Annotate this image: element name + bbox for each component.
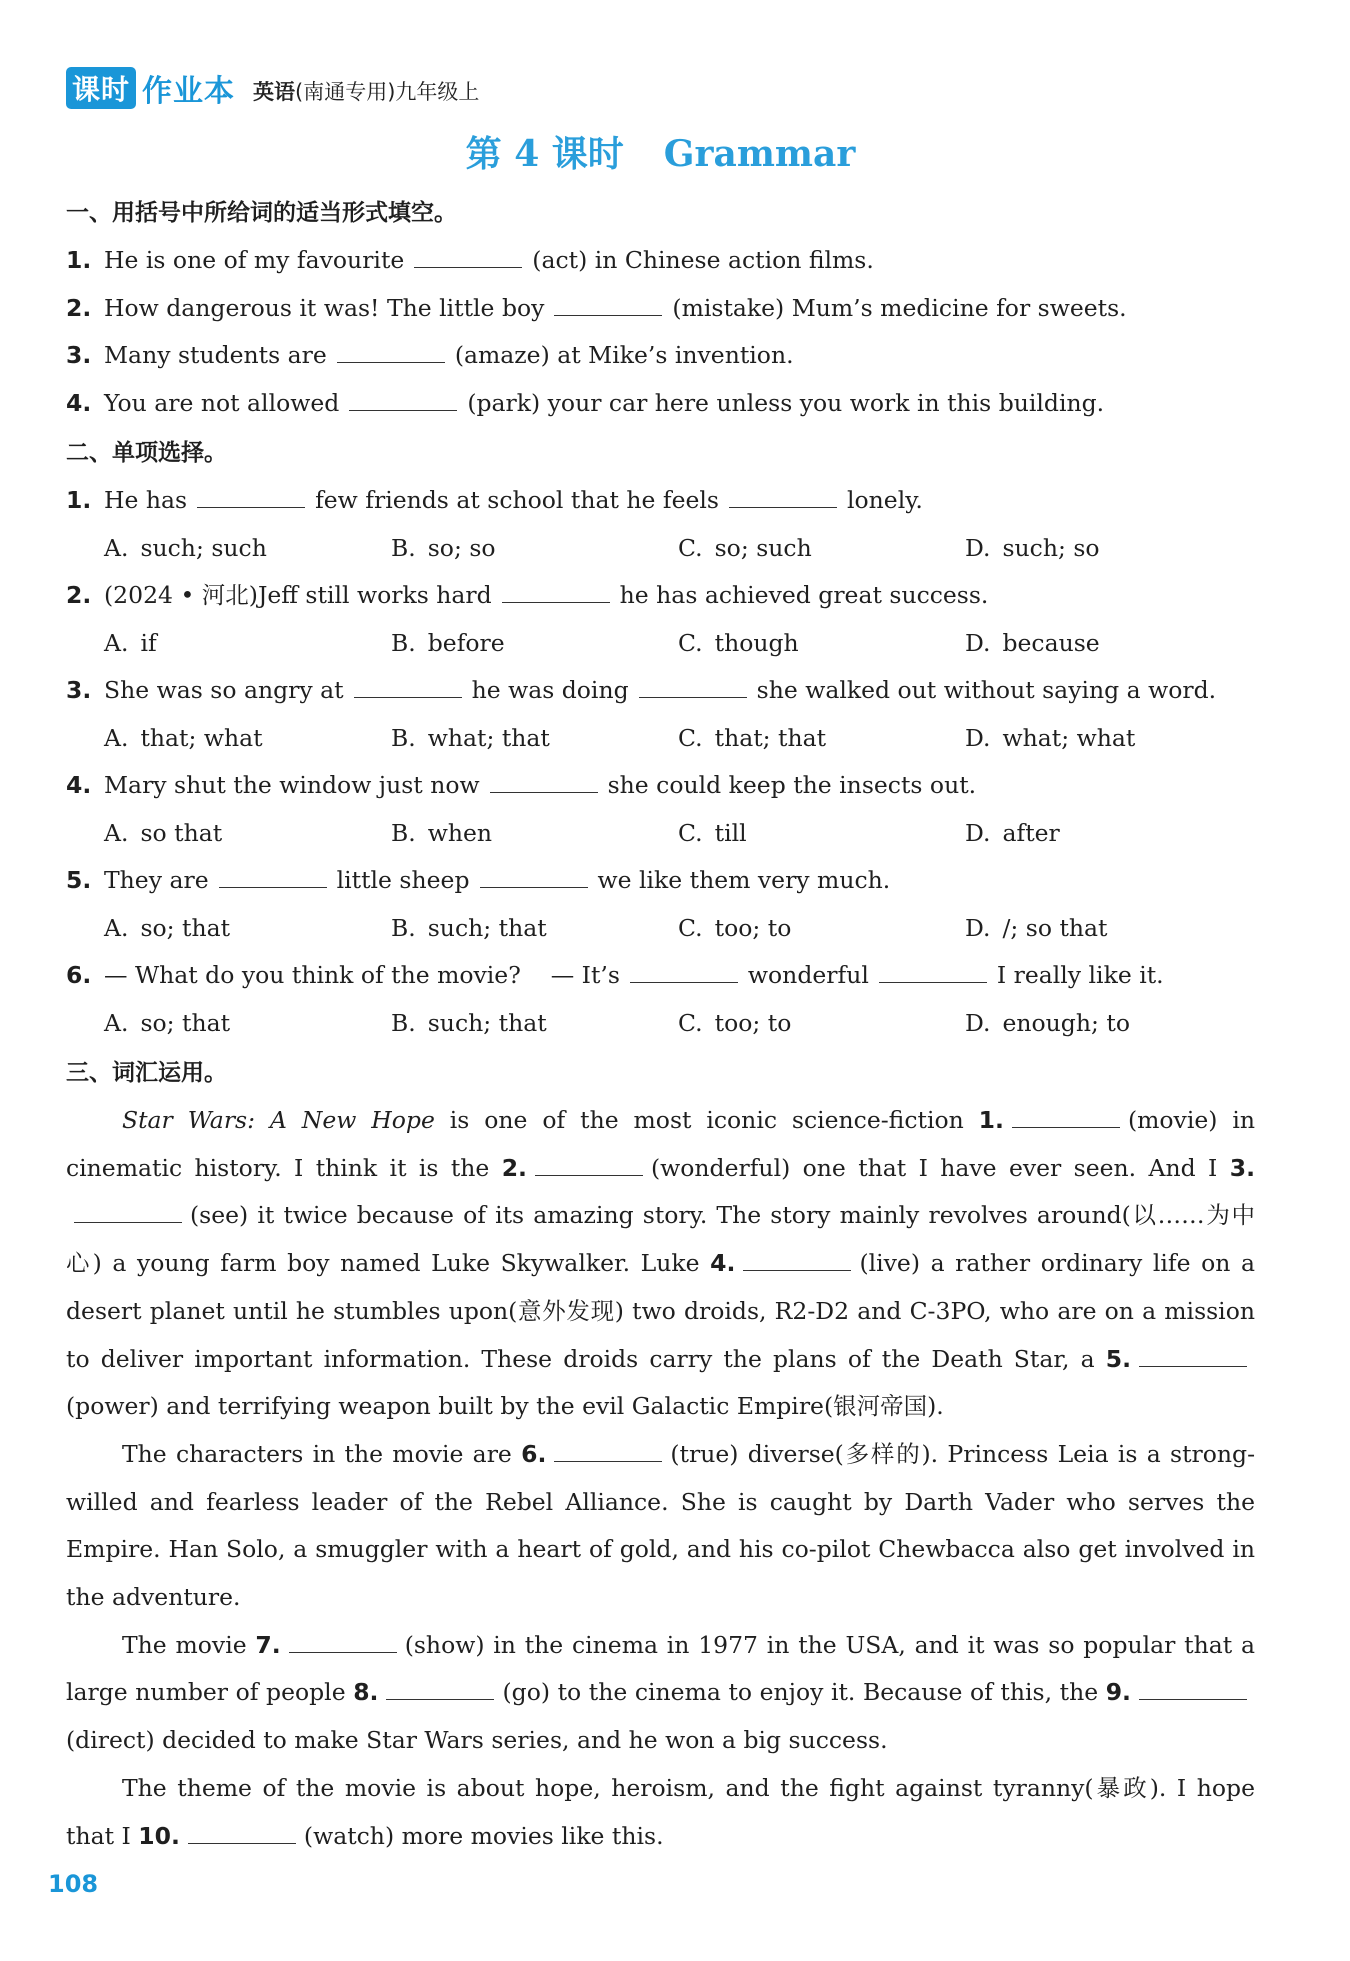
fill-question	[66, 380, 1255, 428]
answer-blank[interactable]	[729, 485, 837, 508]
question-number: 5.	[66, 866, 92, 894]
option-b[interactable]: B. such; that	[391, 1008, 547, 1037]
question-text: I really like it.	[996, 961, 1164, 989]
choice-options	[66, 905, 1255, 953]
fill-question	[66, 332, 1255, 380]
question-number: 6.	[66, 961, 92, 989]
question-text: she walked out without saying a word.	[756, 676, 1217, 704]
option-a[interactable]: A. if	[104, 628, 157, 657]
question-number: 4.	[66, 388, 92, 417]
question-text: he has achieved great success.	[619, 581, 989, 609]
answer-blank[interactable]	[743, 1248, 851, 1271]
option-a[interactable]: A. so; that	[104, 1008, 231, 1037]
fill-question	[66, 285, 1255, 333]
option-d[interactable]: D. such; so	[965, 533, 1100, 562]
question-number: 3.	[66, 341, 92, 369]
passage-paragraph-3: The movie 7. (show) in the cinema in 1977 in the USA, and it was so popular that a large number of people 8. (go) to the cinema to enjoy it. Because of this, the 9.(direct) decided to make Star Wars series, and he won a big success.	[66, 1630, 1255, 1755]
question-text: Mary shut the window just now	[104, 771, 480, 799]
question-text: You are not allowed	[104, 388, 340, 417]
brand-text: 作业本	[142, 74, 236, 109]
answer-blank[interactable]	[337, 340, 445, 363]
choice-question	[66, 572, 1255, 620]
question-text: she could keep the insects out.	[607, 771, 977, 799]
choice-question	[66, 952, 1255, 1000]
choice-question	[66, 762, 1255, 810]
choice-question	[66, 667, 1255, 715]
question-text: (2024 • 河北)Jeff still works hard	[104, 581, 492, 609]
choice-question	[66, 857, 1255, 905]
reading-passage	[66, 1097, 1255, 1860]
question-text: wonderful	[747, 961, 869, 989]
question-text: He has	[104, 486, 188, 514]
answer-blank[interactable]	[490, 770, 598, 793]
question-text: lonely.	[847, 486, 923, 514]
question-text: (amaze) at Mike’s invention.	[454, 341, 794, 369]
section2-items	[66, 477, 1255, 1047]
answer-blank[interactable]	[74, 1200, 182, 1223]
passage-paragraph-1: Star Wars: A New Hope is one of the most iconic science-fiction 1. (movie) in cinematic history. I think it is the 2. (wonderful) one that I have ever seen. And I 3.(see) it twice because of its amazing story. The story mainly revolves around(以……为中心) a young farm boy named Luke Skywalker. Luke 4. (live) a rather ordinary life on a desert planet until he stumbles upon(意外发现) two droids, R2-D2 and C-3PO, who are on a mission to deliver important information. These droids carry the plans of the Death Star, a 5.(power) and terrifying weapon built by the evil Galactic Empire(银河帝国).	[66, 1106, 1255, 1421]
brand-box: 课时	[66, 67, 136, 109]
answer-blank[interactable]	[188, 1821, 296, 1844]
section2-title: 二、单项选择。	[66, 440, 227, 466]
question-text: (park) your car here unless you work in this building.	[467, 388, 1105, 417]
section1-items	[66, 237, 1255, 427]
answer-blank[interactable]	[386, 1677, 494, 1700]
answer-blank[interactable]	[639, 675, 747, 698]
answer-blank[interactable]	[1139, 1344, 1247, 1367]
question-text: few friends at school that he feels	[315, 486, 719, 514]
option-d[interactable]: D. enough; to	[965, 1008, 1130, 1037]
choice-question	[66, 477, 1255, 525]
option-a[interactable]: A. that; what	[104, 723, 263, 752]
choice-options	[66, 525, 1255, 573]
question-text: he was doing	[471, 676, 629, 704]
option-c[interactable]: C. till	[678, 818, 747, 847]
fill-question	[66, 237, 1255, 285]
option-c[interactable]: C. that; that	[678, 723, 827, 752]
answer-blank[interactable]	[349, 388, 457, 411]
question-number: 3.	[66, 676, 92, 704]
passage-paragraph-2: The characters in the movie are 6. (true) diverse(多样的). Princess Leia is a strong-willed and fearless leader of the Rebel Alliance. She is caught by Darth Vader who serves the Empire. Han Solo, a smuggler with a heart of gold, and his co-pilot Chewbacca also get involved in the adventure.	[66, 1439, 1256, 1612]
option-d[interactable]: D. because	[965, 628, 1100, 657]
movie-title: Star Wars: A New Hope	[122, 1106, 435, 1134]
subject-label	[253, 76, 479, 106]
brand-logo	[66, 66, 235, 110]
answer-blank[interactable]	[1139, 1677, 1247, 1700]
question-text: — What do you think of the movie? — It’s	[104, 961, 620, 989]
question-text: He is one of my favourite	[104, 246, 405, 274]
question-number: 2.	[66, 293, 92, 322]
answer-blank[interactable]	[630, 960, 738, 983]
section1-title: 一、用括号中所给词的适当形式填空。	[66, 200, 457, 226]
passage-paragraph-4: The theme of the movie is about hope, heroism, and the fight against tyranny(暴政). I hope that I 10. (watch) more movies like this.	[66, 1773, 1255, 1850]
answer-blank[interactable]	[197, 485, 305, 508]
option-b[interactable]: B. so; so	[391, 533, 496, 562]
answer-blank[interactable]	[1012, 1105, 1120, 1128]
question-number: 4.	[66, 771, 92, 799]
choice-options	[66, 715, 1255, 763]
choice-options	[66, 1000, 1255, 1048]
answer-blank[interactable]	[554, 1439, 662, 1462]
lesson-title	[66, 126, 1255, 177]
option-c[interactable]: C. too; to	[678, 913, 792, 942]
option-d[interactable]: D. /; so that	[965, 913, 1108, 942]
lesson-title-cn: 第 4 课时	[465, 133, 624, 175]
answer-blank[interactable]	[289, 1630, 397, 1653]
question-text: little sheep	[336, 866, 470, 894]
answer-blank[interactable]	[502, 580, 610, 603]
choice-options	[66, 620, 1255, 668]
question-text: (mistake) Mum’s medicine for sweets.	[672, 293, 1127, 322]
question-number: 2.	[66, 581, 92, 609]
option-c[interactable]: C. so; such	[678, 533, 812, 562]
question-text: They are	[104, 866, 209, 894]
answer-blank[interactable]	[414, 245, 522, 268]
answer-blank[interactable]	[219, 865, 327, 888]
section3-title: 三、词汇运用。	[66, 1060, 227, 1086]
option-d[interactable]: D. what; what	[965, 723, 1136, 752]
option-a[interactable]: A. such; such	[104, 533, 267, 562]
option-b[interactable]: B. when	[391, 818, 493, 847]
option-b[interactable]: B. such; that	[391, 913, 547, 942]
question-text: How dangerous it was! The little boy	[104, 293, 545, 322]
answer-blank[interactable]	[554, 293, 662, 316]
option-c[interactable]: C. too; to	[678, 1008, 792, 1037]
question-text: Many students are	[104, 341, 327, 369]
page-number: 108	[48, 1870, 99, 1898]
subject-rest: (南通专用)九年级上	[295, 80, 480, 104]
question-number: 1.	[66, 246, 92, 274]
lesson-title-en: Grammar	[663, 133, 856, 175]
answer-blank[interactable]	[535, 1153, 643, 1176]
answer-blank[interactable]	[480, 865, 588, 888]
subject-bold: 英语	[253, 80, 296, 104]
answer-blank[interactable]	[879, 960, 987, 983]
option-a[interactable]: A. so that	[104, 818, 223, 847]
option-a[interactable]: A. so; that	[104, 913, 231, 942]
option-b[interactable]: B. what; that	[391, 723, 550, 752]
question-text: She was so angry at	[104, 676, 344, 704]
question-text: (act) in Chinese action films.	[532, 246, 874, 274]
answer-blank[interactable]	[354, 675, 462, 698]
option-b[interactable]: B. before	[391, 628, 505, 657]
question-number: 1.	[66, 486, 92, 514]
question-text: we like them very much.	[597, 866, 891, 894]
option-c[interactable]: C. though	[678, 628, 799, 657]
option-d[interactable]: D. after	[965, 818, 1060, 847]
page-header	[66, 66, 1255, 110]
choice-options	[66, 810, 1255, 858]
